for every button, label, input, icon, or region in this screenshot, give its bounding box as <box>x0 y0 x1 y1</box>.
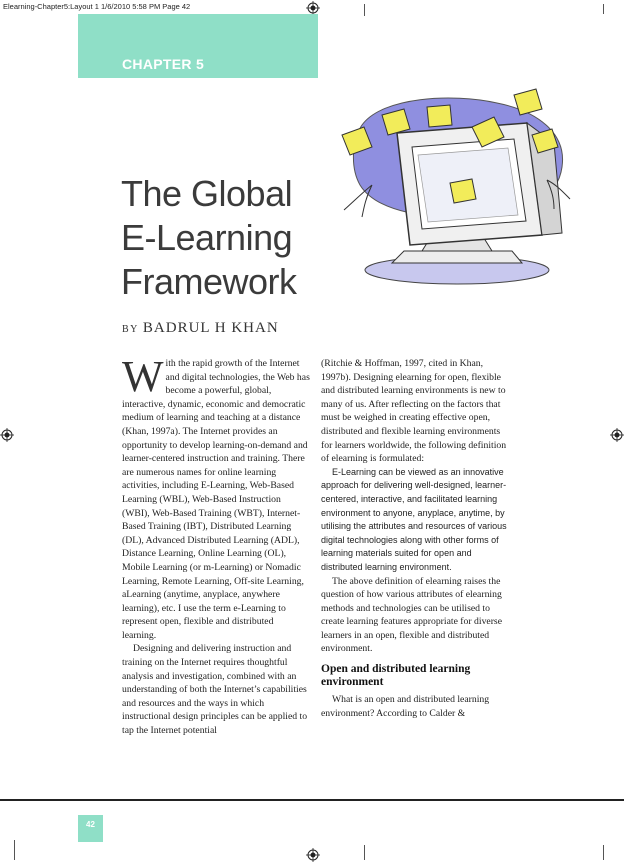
drop-cap: W <box>122 352 164 401</box>
elearning-definition: E-Learning can be viewed as an innovative approach for delivering well-designed, learner-centered, interactive, and facilitated learning environment to anyone, anyplace, anytime, by utilising the attributes and resources of various digital technologies along with other forms of learning materials suited for open and distributed learning environment. <box>321 466 507 572</box>
print-slug: Elearning-Chapter5:Layout 1 1/6/2010 5:58 PM Page 42 <box>3 2 191 11</box>
crop-mark-bottom-right <box>603 845 604 860</box>
section-heading: Open and distributed learning environment <box>321 663 471 689</box>
paragraph-definition-question: The above definition of elearning raises the question of how various attributes of elearning methods and technologies can be utilised to create learning features appropriate for diverse learners in an open, flexible and distributed environment. <box>321 575 503 655</box>
column-right <box>321 357 509 720</box>
paragraph-continued: (Ritchie & Hoffman, 1997, cited in Khan, 1997b). Designing elearning for open, flexible and distributed learning environments is new to many of us. After reflecting on the factors that must be weighed in creating effective open, distributed and flexible learning environments for learners worldwide, the following definition of elearning is formulated: <box>321 358 507 465</box>
computer-folders-illustration <box>322 85 574 293</box>
paragraph-open-distributed: What is an open and distributed learning environment? According to Calder & <box>321 694 490 719</box>
registration-mark-right-icon <box>610 428 624 442</box>
chapter-label: CHAPTER 5 <box>122 56 205 72</box>
byline <box>122 320 279 337</box>
chapter-title <box>121 172 297 304</box>
page-number: 42 <box>86 820 95 829</box>
intro-text: ith the rapid growth of the Internet and digital technologies, the Web has become a powerful, global, interactive, dynamic, economic and democratic medium of learning and teaching at a distance (Khan, 1997a). The Internet provides an opportunity to develop learning-on-demand and learner-centered instruction and training. There are numerous names for online learning activities, including E-Learning, Web-Based Learning (WBL), Web-Based Instruction (WBI), Web-Based Training (WBT), Internet-Based Training (IBT), Distributed Learning (DL), Advanced Distributed Learning (ADL), Distance Learning, Online Learning (OL), Mobile Learning (or m-Learning) or Nomadic Learning, Remote Learning, Off-site Learning, aLearning (anytime, anyplace, anywhere learning), etc. I use the term e-Learning to represent open, flexible and distributed learning. <box>122 358 310 641</box>
crop-mark-bottom <box>364 845 365 860</box>
crop-mark-top <box>364 4 365 16</box>
footer-rule <box>0 799 624 801</box>
title-line-3: Framework <box>121 261 297 302</box>
column-left <box>122 352 310 738</box>
page-number-box <box>78 815 103 842</box>
crop-mark-top-right <box>603 4 604 14</box>
registration-mark-top-icon <box>306 1 320 15</box>
author-name: BADRUL H KHAN <box>142 320 279 336</box>
intro-paragraph <box>122 352 310 642</box>
byline-prefix: BY <box>122 324 139 335</box>
registration-mark-bottom-icon <box>306 848 320 862</box>
title-line-1: The Global <box>121 173 293 214</box>
crop-mark-bottom-left <box>14 840 15 860</box>
registration-mark-left-icon <box>0 428 14 442</box>
title-line-2: E-Learning <box>121 217 293 258</box>
paragraph-design-delivery: Designing and delivering instruction and training on the Internet requires thoughtful analysis and investigation, combined with an understanding of both the Internet’s capabilities and resources and the ways in which instructional design principles can be applied to tap the Internet potential <box>122 643 308 737</box>
